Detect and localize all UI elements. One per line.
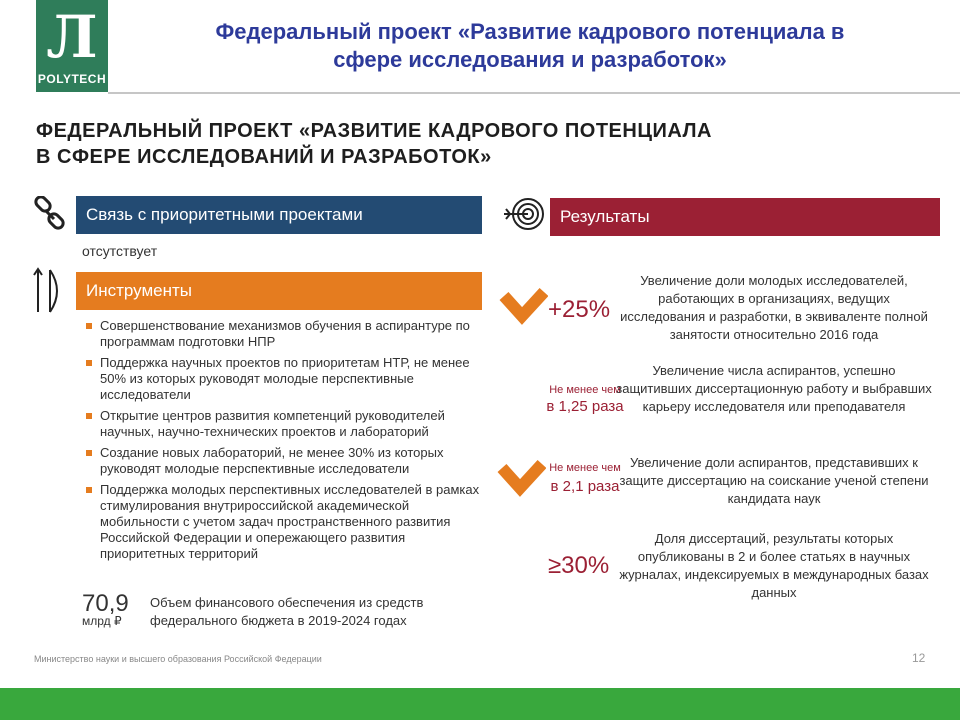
result-value: +25% bbox=[548, 296, 611, 323]
list-item bbox=[86, 482, 486, 562]
result-description: Увеличение числа аспирантов, успешно защитивших диссертационную работу и выбравших карьеру исследователя или преподавателя bbox=[616, 363, 932, 414]
result-value: ≥30% bbox=[548, 552, 610, 579]
list-item-text: Поддержка научных проектов по приоритетам НТР, не менее 50% из которых руководят молодые перспективные исследователи bbox=[100, 355, 470, 402]
slide-title-line2: В СФЕРЕ ИССЛЕДОВАНИЙ И РАЗРАБОТОК» bbox=[36, 146, 492, 168]
chain-link-icon bbox=[32, 196, 68, 232]
polytech-logo bbox=[36, 0, 108, 92]
list-item bbox=[86, 408, 486, 440]
result-value: в 2,1 раза bbox=[550, 478, 620, 495]
bullet-icon bbox=[86, 450, 92, 456]
header-title-line1: Федеральный проект «Развитие кадрового потенциала в bbox=[215, 19, 845, 44]
results-header-bar: Результаты bbox=[550, 198, 940, 236]
result-description: Доля диссертаций, результаты которых опубликованы в 2 и более статьях в научных журналах, индексируемых в международных базах данных bbox=[619, 531, 929, 600]
budget-text: Объем финансового обеспечения из средств федерального бюджета в 2019-2024 годах bbox=[150, 595, 424, 628]
slide-title-line1: ФЕДЕРАЛЬНЫЙ ПРОЕКТ «РАЗВИТИЕ КАДРОВОГО ПОТЕНЦИАЛА bbox=[36, 120, 712, 142]
result-note: Не менее чем bbox=[549, 384, 621, 396]
target-icon bbox=[502, 196, 546, 232]
tools-header-bar: Инструменты bbox=[76, 272, 482, 310]
links-header-bar: Связь с приоритетными проектами bbox=[76, 196, 482, 234]
budget-value: 70,9 bbox=[82, 590, 129, 617]
list-item-text: Поддержка молодых перспективных исследователей в рамках стимулирования внутрироссийской академической мобильности с учетом задач пространственного развития Российской Федерации и опережающего развития приоритетных территорий bbox=[100, 482, 480, 561]
bullet-icon bbox=[86, 487, 92, 493]
orange-check-icon bbox=[496, 458, 546, 498]
tools-list bbox=[86, 318, 486, 567]
budget-unit: млрд ₽ bbox=[82, 614, 122, 628]
logo-wordmark: POLYTECH bbox=[37, 72, 107, 86]
bullet-icon bbox=[86, 323, 92, 329]
list-item-text: Создание новых лабораторий, не менее 30% из которых руководят молодые перспективные исследователи bbox=[100, 445, 444, 476]
result-description: Увеличение доли аспирантов, представивших к защите диссертацию на соискание ученой степени кандидата наук bbox=[619, 455, 929, 506]
page-number: 12 bbox=[912, 651, 926, 665]
header-title-line2: сфере исследования и разработок» bbox=[333, 47, 727, 72]
header-title bbox=[130, 18, 930, 74]
list-item bbox=[86, 445, 486, 477]
result-note: Не менее чем bbox=[549, 462, 621, 474]
bow-arrow-icon bbox=[30, 266, 70, 316]
bullet-icon bbox=[86, 360, 92, 366]
result-description: Увеличение доли молодых исследователей, работающих в организациях, ведущих исследования и разработки, в эквиваленте полной занятости относительно 2016 года bbox=[620, 273, 928, 342]
logo-mark-icon: Л bbox=[46, 3, 98, 71]
orange-check-icon bbox=[498, 286, 548, 326]
slide-title bbox=[36, 118, 796, 170]
links-value: отсутствует bbox=[82, 243, 158, 259]
list-item bbox=[86, 318, 486, 350]
result-value: в 1,25 раза bbox=[546, 398, 624, 415]
footer-ministry: Министерство науки и высшего образования Российской Федерации bbox=[34, 654, 322, 664]
footer-band bbox=[0, 688, 960, 720]
list-item bbox=[86, 355, 486, 403]
list-item-text: Совершенствование механизмов обучения в аспирантуре по программам подготовки НПР bbox=[100, 318, 470, 349]
bullet-icon bbox=[86, 413, 92, 419]
header-divider bbox=[108, 92, 960, 94]
list-item-text: Открытие центров развития компетенций руководителей научных, научно-технических проектов и лабораторий bbox=[100, 408, 445, 439]
